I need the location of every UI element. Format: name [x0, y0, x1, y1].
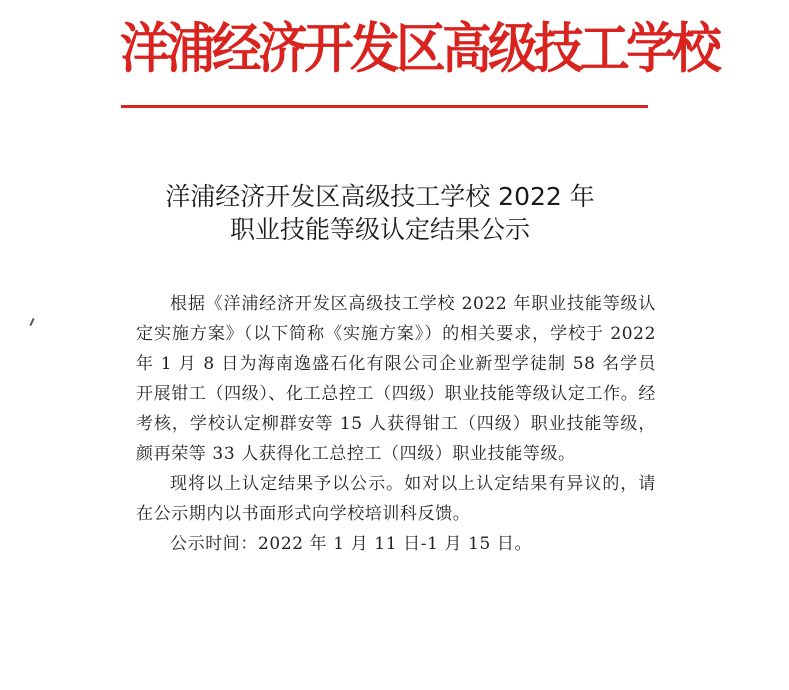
title-line-2: 职业技能等级认定结果公示 — [229, 215, 530, 244]
scan-mark — [29, 318, 34, 326]
document-title — [120, 180, 640, 246]
document-body — [136, 289, 656, 559]
letterhead-school-name: 洋浦经济开发区高级技工学校 — [120, 17, 718, 80]
body-paragraph-2: 现将以上认定结果予以公示。如对以上认定结果有异议的，请在公示期内以书面形式向学校培训科反馈。 — [136, 474, 656, 524]
body-paragraph-3: 公示时间：2022 年 1 月 11 日-1 月 15 日。 — [170, 534, 533, 554]
body-paragraph-1: 根据《洋浦经济开发区高级技工学校 2022 年职业技能等级认定实施方案》（以下简称《实施方案》）的相关要求，学校于 2022 年 1 月 8 日为海南逸盛石化有限公司企业新型学徒制 58 名学员开展钳工（四级）、化工总控工（四级）职业技能等级认定工作。经考核，学校认定柳群安等 15 人获得钳工（四级）职业技能等级，颜再荣等 33 人获得化工总控工（四级）职业技能等级。 — [136, 294, 656, 464]
letterhead-red-rule — [121, 105, 648, 108]
title-line-1: 洋浦经济开发区高级技工学校 2022 年 — [165, 182, 595, 211]
